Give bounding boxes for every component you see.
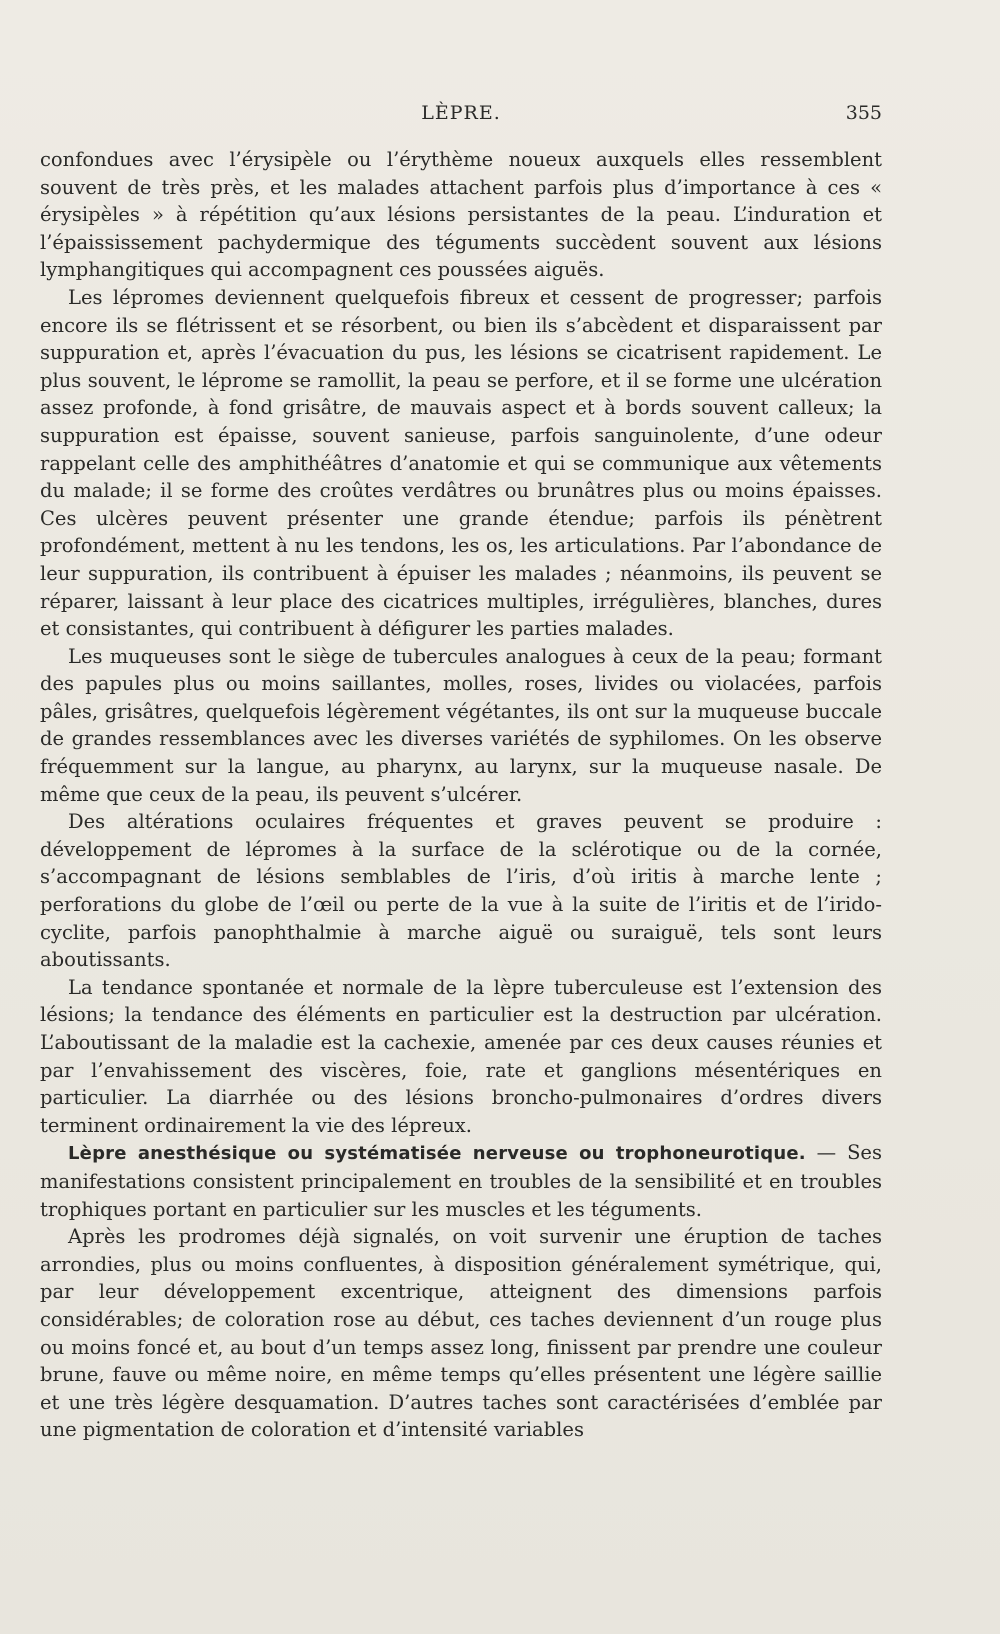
paragraph: La tendance spontanée et normale de la lèpre tuberculeuse est l’extension des lésions; la tendance des éléments en particulier est la destruction par ulcération. L’aboutissant de la maladie est la cachexie, amenée par ces deux causes réunies et par l’envahissement des viscères, foie, rate et ganglions mésentériques en particulier. La diarrhée ou des lésions broncho-pulmonaires d’ordres divers terminent ordinairement la vie des lépreux. bbox=[40, 975, 882, 1137]
paragraph bbox=[40, 1139, 882, 1223]
running-title: LÈPRE. bbox=[421, 102, 501, 124]
body-text bbox=[40, 146, 882, 1444]
paragraph: confondues avec l’érysipèle ou l’érythème noueux auxquels elles ressemblent souvent de très près, et les malades attachent parfois plus d’importance à ces « érysipèles » à répétition qu’aux lésions persistantes de la peau. L’induration et l’épaississement pachydermique des téguments succèdent souvent aux lésions lymphangitiques qui accompagnent ces poussées aiguës. bbox=[40, 148, 882, 282]
paragraph-text: — Ses manifestations consistent principalement en troubles de la sensibilité et en troubles trophiques portant en particulier sur les muscles et les téguments. bbox=[40, 1141, 882, 1221]
page-number: 355 bbox=[845, 102, 882, 124]
paragraph: Les lépromes deviennent quelquefois fibreux et cessent de progresser; parfois encore ils se flétrissent et se résorbent, ou bien ils s’abcèdent et disparaissent par suppuration et, après l’évacuation du pus, les lésions se cicatrisent rapidement. Le plus souvent, le léprome se ramollit, la peau se perfore, et il se forme une ulcération assez profonde, à fond grisâtre, de mauvais aspect et à bords souvent calleux; la suppuration est épaisse, souvent sanieuse, parfois sanguinolente, d’une odeur rappelant celle des amphithéâtres d’anatomie et qui se communique aux vêtements du malade; il se forme des croûtes verdâtres ou brunâtres plus ou moins épaisses. Ces ulcères peuvent présenter une grande étendue; parfois ils pénètrent profondément, mettent à nu les tendons, les os, les articulations. Par l’abondance de leur suppuration, ils contribuent à épuiser les malades ; néanmoins, ils peuvent se réparer, laissant à leur place des cicatrices multiples, irrégulières, blanches, dures et consistantes, qui contribuent à défigurer les parties malades. bbox=[40, 285, 882, 641]
section-heading: Lèpre anesthésique ou systématisée nerveuse ou trophoneurotique. bbox=[68, 1143, 806, 1165]
paragraph: Les muqueuses sont le siège de tubercules analogues à ceux de la peau; formant des papules plus ou moins saillantes, molles, roses, livides ou violacées, parfois pâles, grisâtres, quelquefois légèrement végétantes, ils ont sur la muqueuse buccale de grandes ressemblances avec les diverses variétés de syphilomes. On les observe fréquemment sur la langue, au pharynx, au larynx, sur la muqueuse nasale. De même que ceux de la peau, ils peuvent s’ulcérer. bbox=[40, 644, 882, 806]
running-head bbox=[40, 102, 882, 136]
paragraph: Des altérations oculaires fréquentes et graves peuvent se produire : développement de lépromes à la surface de la sclérotique ou de la cornée, s’accompagnant de lésions semblables de l’iris, d’où iritis à marche lente ; perforations du globe de l’œil ou perte de la vue à la suite de l’iritis et de l’irido-cyclite, parfois panophthalmie à marche aiguë ou suraiguë, tels sont leurs aboutissants. bbox=[40, 810, 882, 972]
paragraph: Après les prodromes déjà signalés, on voit survenir une éruption de taches arrondies, plus ou moins confluentes, à disposition généralement symétrique, qui, par leur développement excentrique, atteignent des dimensions parfois considérables; de coloration rose au début, ces taches deviennent d’un rouge plus ou moins foncé et, au bout d’un temps assez long, finissent par prendre une couleur brune, fauve ou même noire, en même temps qu’elles présentent une légère saillie et une très légère desquamation. D’autres taches sont caractérisées d’emblée par une pigmentation de coloration et d’intensité variables bbox=[40, 1225, 882, 1442]
